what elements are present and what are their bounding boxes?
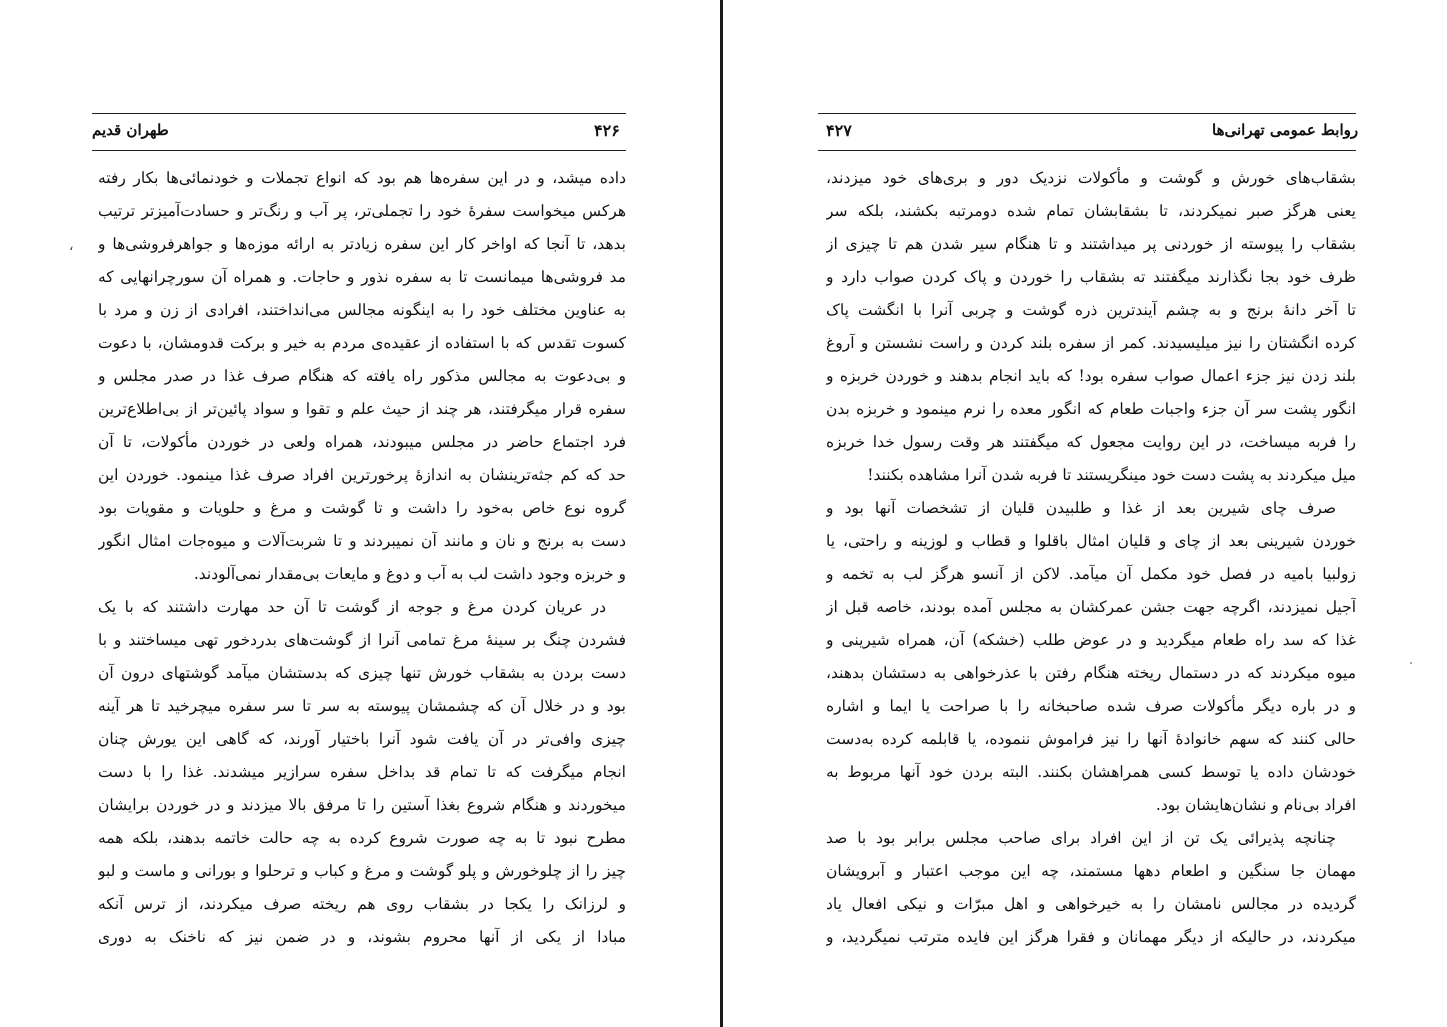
- text-line: تا آخر دانهٔ برنج و به چشم آیندترین ذره گوشت و چربی آنرا با انگشت پاک: [826, 301, 1356, 319]
- text-line: انگور پشت سر آن جزء واجبات طعام که انگور معده را نرم مینمود و خربزه بدن: [826, 400, 1356, 418]
- scan-speck: [1410, 662, 1412, 664]
- text-line: چنانچه پذیرائی یک تن از این افراد برای صاحب مجلس برابر بود با صد: [826, 829, 1336, 847]
- text-line: در عریان کردن مرغ و جوجه از گوشت تا آن حد مهارت داشتند که با یک: [98, 598, 606, 616]
- text-line: خوردن شیرینی بعد از چای و قلیان امثال باقلوا و قطاب و لوزینه و راحتی، یا: [826, 532, 1356, 550]
- text-line: دست بردن به بشقاب خورش تنها چیزی که بدستشان میآمد گوشتهای درون آن: [98, 664, 626, 682]
- text-line: و خربزه وجود داشت لب به آب و دوغ و مایعات بی‌مقدار نمی‌آلودند.: [193, 565, 626, 583]
- text-line: انجام میگرفت که تا تمام قد بداخل سفره سرازیر میشدند. غذا را با دست: [98, 763, 626, 781]
- body-text: [826, 162, 1356, 954]
- text-line: بشقاب را پیوسته از خوردنی پر میداشتند و تا هنگام سیر شدن هم تا چیزی از: [826, 235, 1356, 253]
- text-line: مد فروشی‌ها میمانست تا به سفره نذور و حاجات. و همراه آن سورچرانهایی که: [98, 268, 626, 286]
- text-line: فشردن چنگ بر سینهٔ مرغ تمامی آنرا از گوشت‌های بدردخور تهی میساختند و با: [98, 631, 626, 649]
- text-line: بشقاب‌های خورش و گوشت و مأکولات نزدیک دور و بری‌های خود میزدند،: [826, 169, 1356, 187]
- body-text: [98, 162, 626, 954]
- header-rule-top: [818, 113, 1356, 114]
- text-line: میل میکردند به پشت دست خود مینگریستند تا فربه شدن آنرا مشاهده بکنند!: [867, 466, 1356, 484]
- text-line: چیزی وافی‌تر در آن یافت شود آنرا باختیار آورند، که گاهی این یورش چنان: [98, 730, 626, 748]
- text-line: دست به برنج و نان و مانند آن نمیبردند و تا شربت‌آلات و میوه‌جات امثال انگور: [98, 532, 626, 550]
- text-line: آجیل نمیزدند، اگرچه جهت جشن عمرکشان به مجلس آمده بودند، خاصه قبل از: [826, 598, 1356, 616]
- text-line: حد که کم جثه‌ترینشان به اندازهٔ پرخورترین افراد صرف غذا مینمود. خوردن این: [98, 466, 626, 484]
- text-line: داده میشد، و در این سفره‌ها هم بود که انواع تجملات و خودنمائی‌ها بکار رفته: [98, 169, 626, 187]
- text-line: گردیده در مجالس نامشان را به خیرخواهی و اهل مبرّات و نیکی افعال یاد: [826, 895, 1356, 913]
- running-head-title: طهران قدیم: [92, 121, 169, 139]
- text-line: سفره قرار میگرفتند، هر چند از حیث علم و تقوا و سواد پائین‌تر از بی‌اطلاع‌ترین: [98, 400, 626, 418]
- page-number: ۴۲۷: [826, 121, 852, 140]
- text-line: را فربه میساخت، در این روایت مجعول که میگفتند هر وقت رسول خدا خربزه: [826, 433, 1356, 451]
- book-gutter: [720, 0, 723, 1027]
- right-page: [726, 0, 1447, 1027]
- text-line: و در باره دیگر مأکولات صرف شده صاحبخانه را با صراحت یا ایما و اشاره: [826, 697, 1356, 715]
- text-line: مبادا از یکی از آنها محروم بشوند، و در ضمن نیز که ناخنک به دوری: [98, 928, 626, 946]
- text-line: هرکس میخواست سفرهٔ خود را تجملی‌تر، پر آب و رنگ‌تر و حسادت‌آمیزتر ترتیب: [98, 202, 626, 220]
- margin-mark: ،: [69, 238, 74, 254]
- left-page: [0, 0, 720, 1027]
- text-line: مطرح نبود تا به چه صورت شروع کرده به چه حالت خاتمه بدهند، بلکه همه: [98, 829, 626, 847]
- text-line: ظرف خود بجا نگذارند میگفتند ته بشقاب را خوردن و پاک کردن صواب دارد و: [826, 268, 1356, 286]
- running-head-title: روابط عمومی تهرانی‌ها: [1212, 121, 1359, 139]
- page-number: ۴۲۶: [594, 121, 620, 140]
- text-line: گروه نوع خاص به‌خود را داشت و تا گوشت و مرغ و حلویات و مقویات بود: [98, 499, 626, 517]
- text-line: بدهد، تا آنجا که اواخر کار این سفره زیادتر به ارائه موزه‌ها و جواهرفروشی‌ها و: [98, 235, 626, 253]
- text-line: مهمان جا سنگین و اطعام دهها مستمند، چه این موجب اعتبار و آبرویشان: [826, 862, 1356, 880]
- text-line: کرده انگشتان را نیز میلیسیدند. کمر از سفره بلند کردن و راست نشستن و آروغ: [826, 334, 1356, 352]
- text-line: کسوت تقدس که با استفاده از عقیده‌ی مردم به خیر و برکت قدومشان، با دعوت: [98, 334, 626, 352]
- text-line: فرد اجتماع حاضر در مجلس میبودند، همراه ولعی در خوردن مأکولات، تا آن: [98, 433, 626, 451]
- text-line: صرف چای شیرین بعد از غذا و طلبیدن قلیان از تشخصات آنها بود و: [826, 499, 1336, 517]
- text-line: میکردند، در حالیکه از دیگر مهمانان و فقرا هرگز این فایده مترتب نمیگردید، و: [826, 928, 1356, 946]
- text-line: خودشان داده یا توسط کسی همراهشان بکنند. البته بردن خود آنها مربوط به: [826, 763, 1356, 781]
- text-line: افراد بی‌نام و نشان‌هایشان بود.: [1155, 796, 1356, 814]
- text-line: میخوردند و هنگام شروع بغذا آستین را تا مرفق بالا میزدند و در خوردن برایشان: [98, 796, 626, 814]
- header-rule-bottom: [92, 150, 626, 151]
- header-rule-bottom: [818, 150, 1356, 151]
- text-line: به عناوین مختلف خود را به اینگونه مجالس می‌انداختند، افرادی از زن و مرد با: [98, 301, 626, 319]
- text-line: و لرزانک را یکجا در بشقاب روی هم ریخته صرف میکردند، از ترس آنکه: [98, 895, 626, 913]
- text-line: و بی‌دعوت به مجالس مذکور راه یافته که هنگام صرف غذا در صدر مجلس و: [98, 367, 626, 385]
- header-rule-top: [92, 113, 626, 114]
- text-line: بود و در خلال آن که چشمشان پیوسته به سر تا سر سفره میچرخید تا هر آینه: [98, 697, 626, 715]
- text-line: یعنی هرگز صبر نمیکردند، تا بشقابشان تمام شده دومرتبه بکشند، بلکه سر: [826, 202, 1356, 220]
- text-line: چیز را از چلوخورش و پلو گوشت و مرغ و کباب و ترحلوا و بورانی و ماست و لبو: [98, 862, 626, 880]
- text-line: میوه میکردند که در دستمال ریخته هنگام رفتن با عذرخواهی به دستشان بدهند،: [826, 664, 1356, 682]
- text-line: زولبیا بامیه در فصل خود مکمل آن میآمد. لاکن از آنسو هرگز لب به تخمه و: [826, 565, 1356, 583]
- text-line: بلند زدن نیز جزء اعمال صواب سفره بود! که باید انجام بدهند و خوردن خربزه و: [826, 367, 1356, 385]
- text-line: غذا که سد راه طعام میگردید و در عوض طلب (خشکه) آن، همراه شیرینی و: [826, 631, 1356, 649]
- text-line: حالی کنند که سهم خانوادهٔ آنها را نیز فراموش ننموده، یا قابلمه کرده به‌دست: [826, 730, 1356, 748]
